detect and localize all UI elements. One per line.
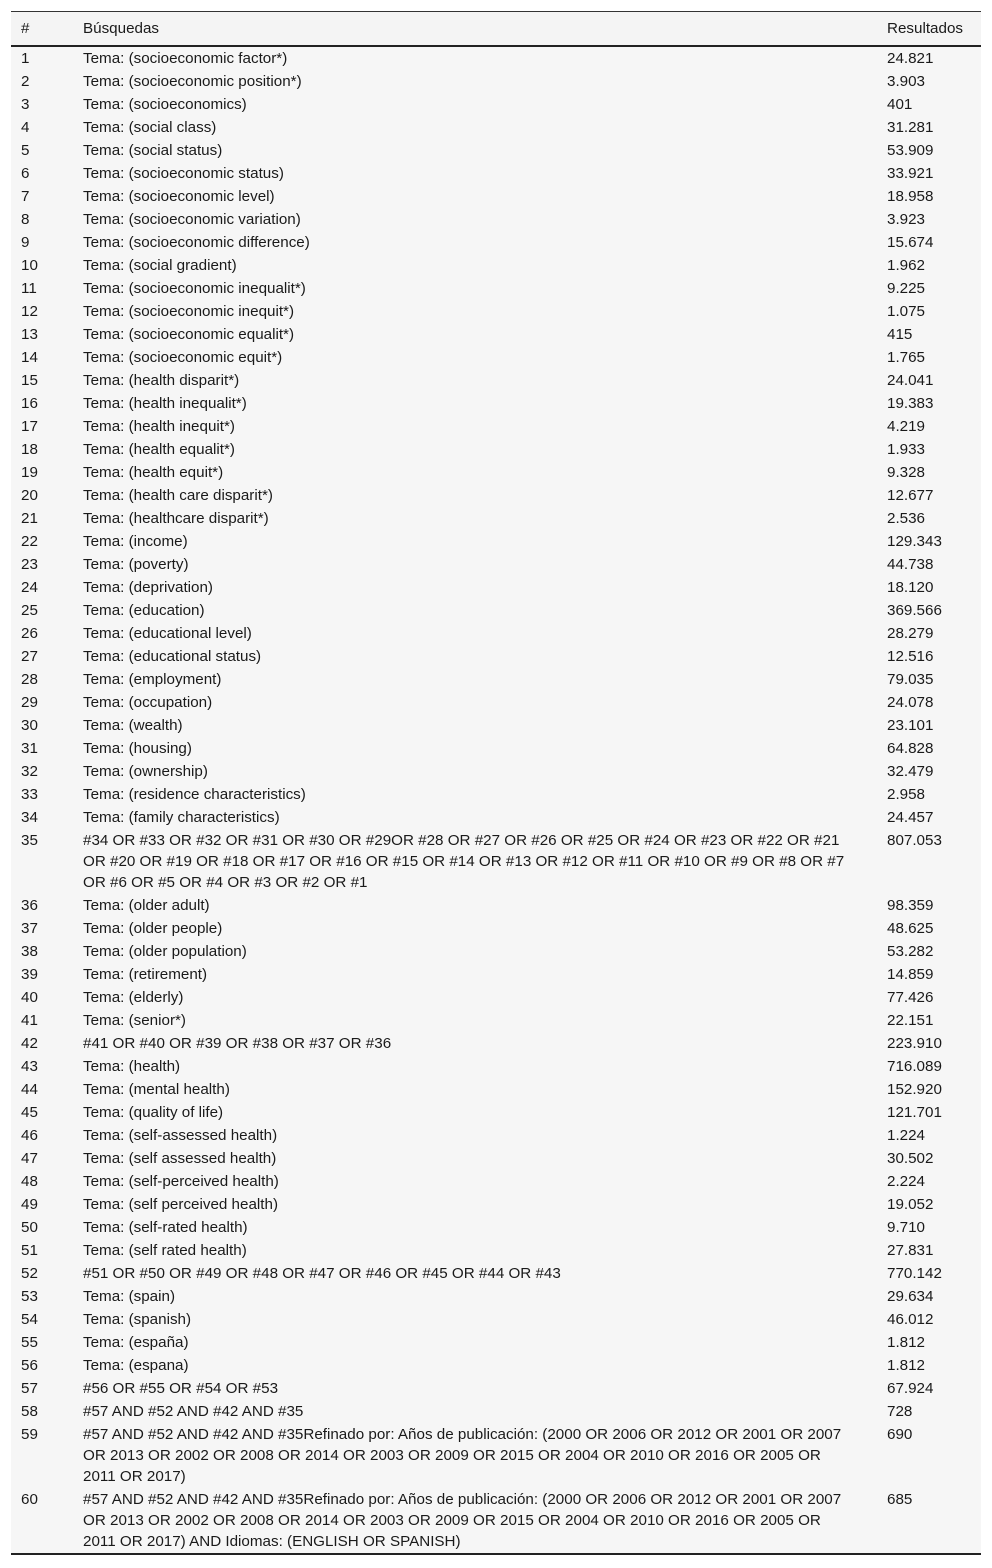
row-number: 60 xyxy=(21,1491,38,1508)
row-results: 807.053 xyxy=(887,832,942,849)
table-row xyxy=(11,917,981,940)
row-number: 6 xyxy=(21,165,30,182)
table-row xyxy=(11,300,981,323)
row-number: 4 xyxy=(21,119,30,136)
row-results: 18.958 xyxy=(887,188,934,205)
table-row xyxy=(11,576,981,599)
row-results: 24.821 xyxy=(887,50,934,67)
row-results: 9.328 xyxy=(887,464,926,481)
header-number: # xyxy=(21,20,30,37)
row-query: Tema: (spanish) xyxy=(83,1311,192,1328)
table-row xyxy=(11,438,981,461)
row-number: 49 xyxy=(21,1196,38,1213)
row-number: 34 xyxy=(21,809,38,826)
row-number: 10 xyxy=(21,257,38,274)
row-number: 26 xyxy=(21,625,38,642)
row-results: 48.625 xyxy=(887,920,934,937)
table-row xyxy=(11,484,981,507)
row-query: Tema: (family characteristics) xyxy=(83,809,280,826)
row-query: Tema: (health care disparit*) xyxy=(83,487,273,504)
row-number: 9 xyxy=(21,234,30,251)
row-number: 14 xyxy=(21,349,38,366)
table-row xyxy=(11,1285,981,1308)
table-row xyxy=(11,599,981,622)
row-query: Tema: (health) xyxy=(83,1058,181,1075)
row-results: 3.903 xyxy=(887,73,926,90)
row-query: Tema: (socioeconomic equit*) xyxy=(83,349,283,366)
row-query: Tema: (income) xyxy=(83,533,188,550)
row-number: 30 xyxy=(21,717,38,734)
row-query: Tema: (healthcare disparit*) xyxy=(83,510,269,527)
row-number: 35 xyxy=(21,832,38,849)
table-row xyxy=(11,1377,981,1400)
table-row xyxy=(11,737,981,760)
row-query: Tema: (self-rated health) xyxy=(83,1219,248,1236)
row-results: 685 xyxy=(887,1491,913,1508)
table-row xyxy=(11,645,981,668)
row-results: 401 xyxy=(887,96,913,113)
row-results: 1.075 xyxy=(887,303,926,320)
table-row xyxy=(11,116,981,139)
row-query: Tema: (socioeconomic inequit*) xyxy=(83,303,295,320)
row-query: Tema: (socioeconomic variation) xyxy=(83,211,301,228)
row-number: 18 xyxy=(21,441,38,458)
table-row xyxy=(11,553,981,576)
row-number: 3 xyxy=(21,96,30,113)
table-row xyxy=(11,963,981,986)
row-number: 8 xyxy=(21,211,30,228)
row-query: Tema: (educational status) xyxy=(83,648,262,665)
row-query: Tema: (health equalit*) xyxy=(83,441,235,458)
table-row xyxy=(11,829,981,894)
row-query: Tema: (socioeconomic inequalit*) xyxy=(83,280,306,297)
table-row xyxy=(11,760,981,783)
table-row xyxy=(11,1488,981,1554)
row-number: 28 xyxy=(21,671,38,688)
row-results: 728 xyxy=(887,1403,913,1420)
row-query: #51 OR #50 OR #49 OR #48 OR #47 OR #46 OR #45 OR #44 OR #43 xyxy=(83,1265,561,1282)
row-number: 55 xyxy=(21,1334,38,1351)
row-query: Tema: (mental health) xyxy=(83,1081,230,1098)
table-row xyxy=(11,1308,981,1331)
row-results: 64.828 xyxy=(887,740,934,757)
row-results: 18.120 xyxy=(887,579,934,596)
row-query: Tema: (socioeconomic status) xyxy=(83,165,284,182)
row-number: 31 xyxy=(21,740,38,757)
row-number: 46 xyxy=(21,1127,38,1144)
table-row xyxy=(11,1239,981,1262)
row-results: 33.921 xyxy=(887,165,934,182)
row-number: 11 xyxy=(21,280,37,297)
row-results: 31.281 xyxy=(887,119,934,136)
row-number: 58 xyxy=(21,1403,38,1420)
row-results: 1.765 xyxy=(887,349,926,366)
row-number: 40 xyxy=(21,989,38,1006)
table-row xyxy=(11,208,981,231)
row-number: 52 xyxy=(21,1265,38,1282)
row-results: 2.958 xyxy=(887,786,926,803)
search-strategy-table xyxy=(11,11,981,1555)
row-query: Tema: (social status) xyxy=(83,142,223,159)
table-row xyxy=(11,691,981,714)
row-results: 77.426 xyxy=(887,989,934,1006)
row-results: 1.224 xyxy=(887,1127,926,1144)
row-number: 20 xyxy=(21,487,38,504)
table-row xyxy=(11,369,981,392)
row-number: 12 xyxy=(21,303,38,320)
row-number: 7 xyxy=(21,188,30,205)
header-results: Resultados xyxy=(887,20,963,37)
header-row xyxy=(11,12,981,47)
row-query: #34 OR #33 OR #32 OR #31 OR #30 OR #29OR #28 OR #27 OR #26 OR #25 OR #24 OR #23 OR #22 OR #21 OR #20 OR #19 OR #18 OR #17 OR #16 OR #15 OR #14 OR #13 OR #12 OR #11 OR #10 OR #9 OR #8 OR #7 OR #6 OR #5 OR #4 OR #3 OR #2 OR #1 xyxy=(83,832,845,891)
row-query: Tema: (socioeconomic position*) xyxy=(83,73,302,90)
row-query: Tema: (espana) xyxy=(83,1357,189,1374)
row-number: 42 xyxy=(21,1035,38,1052)
table-row xyxy=(11,894,981,917)
row-query: Tema: (occupation) xyxy=(83,694,213,711)
row-number: 53 xyxy=(21,1288,38,1305)
row-number: 43 xyxy=(21,1058,38,1075)
row-number: 32 xyxy=(21,763,38,780)
table-row xyxy=(11,46,981,70)
row-results: 1.962 xyxy=(887,257,926,274)
table-row xyxy=(11,1400,981,1423)
table-row xyxy=(11,93,981,116)
row-number: 41 xyxy=(21,1012,38,1029)
table-row xyxy=(11,1170,981,1193)
row-query: Tema: (self rated health) xyxy=(83,1242,247,1259)
row-results: 24.457 xyxy=(887,809,934,826)
table-row xyxy=(11,507,981,530)
row-query: Tema: (socioeconomic level) xyxy=(83,188,275,205)
row-query: Tema: (educational level) xyxy=(83,625,252,642)
row-results: 2.536 xyxy=(887,510,926,527)
search-strategy-table-container xyxy=(11,11,981,1555)
row-number: 16 xyxy=(21,395,38,412)
table-row xyxy=(11,277,981,300)
row-query: Tema: (self assessed health) xyxy=(83,1150,277,1167)
table-row xyxy=(11,415,981,438)
row-number: 56 xyxy=(21,1357,38,1374)
row-number: 13 xyxy=(21,326,38,343)
row-query: Tema: (health equit*) xyxy=(83,464,224,481)
row-query: Tema: (older population) xyxy=(83,943,247,960)
row-query: #56 OR #55 OR #54 OR #53 xyxy=(83,1380,279,1397)
row-query: Tema: (social gradient) xyxy=(83,257,237,274)
row-number: 24 xyxy=(21,579,38,596)
row-query: Tema: (quality of life) xyxy=(83,1104,224,1121)
row-results: 12.677 xyxy=(887,487,934,504)
row-results: 15.674 xyxy=(887,234,934,251)
row-query: #57 AND #52 AND #42 AND #35Refinado por: Años de publicación: (2000 OR 2006 OR 2012 OR 2001 OR 2007 OR 2013 OR 2002 OR 2008 OR 2014 OR 2003 OR 2009 OR 2015 OR 2004 OR 2010 OR 2016 OR 2005 OR 2011 OR 2017) AND Idiomas: (ENGLISH OR SPANISH) xyxy=(83,1491,842,1550)
row-number: 33 xyxy=(21,786,38,803)
table-row xyxy=(11,231,981,254)
row-results: 369.566 xyxy=(887,602,942,619)
row-results: 2.224 xyxy=(887,1173,926,1190)
table-row xyxy=(11,1262,981,1285)
row-results: 121.701 xyxy=(887,1104,942,1121)
row-query: Tema: (older people) xyxy=(83,920,223,937)
row-results: 19.383 xyxy=(887,395,934,412)
row-query: Tema: (health disparit*) xyxy=(83,372,240,389)
row-query: Tema: (socioeconomics) xyxy=(83,96,247,113)
table-row xyxy=(11,1078,981,1101)
row-query: #41 OR #40 OR #39 OR #38 OR #37 OR #36 xyxy=(83,1035,392,1052)
row-number: 29 xyxy=(21,694,38,711)
table-row xyxy=(11,986,981,1009)
row-results: 79.035 xyxy=(887,671,934,688)
row-number: 48 xyxy=(21,1173,38,1190)
row-query: Tema: (spain) xyxy=(83,1288,175,1305)
row-number: 15 xyxy=(21,372,38,389)
row-results: 29.634 xyxy=(887,1288,934,1305)
table-row xyxy=(11,668,981,691)
table-row xyxy=(11,622,981,645)
row-results: 14.859 xyxy=(887,966,934,983)
row-results: 223.910 xyxy=(887,1035,942,1052)
table-header xyxy=(11,12,981,47)
row-results: 44.738 xyxy=(887,556,934,573)
table-row xyxy=(11,1216,981,1239)
table-row xyxy=(11,323,981,346)
row-results: 28.279 xyxy=(887,625,934,642)
table-row xyxy=(11,254,981,277)
row-query: Tema: (housing) xyxy=(83,740,192,757)
table-row xyxy=(11,714,981,737)
row-results: 716.089 xyxy=(887,1058,942,1075)
row-number: 50 xyxy=(21,1219,38,1236)
row-number: 57 xyxy=(21,1380,38,1397)
row-number: 17 xyxy=(21,418,38,435)
table-row xyxy=(11,1147,981,1170)
row-results: 1.812 xyxy=(887,1334,926,1351)
row-results: 53.282 xyxy=(887,943,934,960)
row-query: Tema: (older adult) xyxy=(83,897,210,914)
row-results: 1.933 xyxy=(887,441,926,458)
table-row xyxy=(11,940,981,963)
table-row xyxy=(11,1423,981,1488)
table-row xyxy=(11,1354,981,1377)
table-row xyxy=(11,530,981,553)
row-results: 690 xyxy=(887,1426,913,1443)
row-number: 23 xyxy=(21,556,38,573)
row-number: 27 xyxy=(21,648,38,665)
row-query: Tema: (socioeconomic factor*) xyxy=(83,50,288,67)
table-row xyxy=(11,461,981,484)
table-row xyxy=(11,1055,981,1078)
row-query: Tema: (wealth) xyxy=(83,717,183,734)
row-number: 59 xyxy=(21,1426,38,1443)
row-number: 5 xyxy=(21,142,30,159)
row-query: Tema: (health inequit*) xyxy=(83,418,235,435)
row-results: 27.831 xyxy=(887,1242,934,1259)
table-row xyxy=(11,392,981,415)
row-results: 19.052 xyxy=(887,1196,934,1213)
table-row xyxy=(11,1193,981,1216)
row-query: Tema: (social class) xyxy=(83,119,217,136)
row-results: 129.343 xyxy=(887,533,942,550)
row-query: Tema: (socioeconomic difference) xyxy=(83,234,310,251)
row-number: 47 xyxy=(21,1150,38,1167)
row-number: 1 xyxy=(21,50,30,67)
row-number: 22 xyxy=(21,533,38,550)
row-results: 24.041 xyxy=(887,372,934,389)
table-row xyxy=(11,346,981,369)
table-row xyxy=(11,1032,981,1055)
row-number: 51 xyxy=(21,1242,38,1259)
row-number: 21 xyxy=(21,510,38,527)
row-query: Tema: (deprivation) xyxy=(83,579,213,596)
table-row xyxy=(11,806,981,829)
row-query: Tema: (health inequalit*) xyxy=(83,395,247,412)
row-results: 67.924 xyxy=(887,1380,934,1397)
row-number: 25 xyxy=(21,602,38,619)
row-query: #57 AND #52 AND #42 AND #35Refinado por: Años de publicación: (2000 OR 2006 OR 2012 OR 2001 OR 2007 OR 2013 OR 2002 OR 2008 OR 2014 OR 2003 OR 2009 OR 2015 OR 2004 OR 2010 OR 2016 OR 2005 OR 2011 OR 2017) xyxy=(83,1426,842,1485)
row-results: 98.359 xyxy=(887,897,934,914)
row-results: 24.078 xyxy=(887,694,934,711)
row-number: 45 xyxy=(21,1104,38,1121)
row-results: 23.101 xyxy=(887,717,934,734)
row-number: 19 xyxy=(21,464,38,481)
table-row xyxy=(11,1009,981,1032)
table-row xyxy=(11,70,981,93)
row-query: #57 AND #52 AND #42 AND #35 xyxy=(83,1403,304,1420)
table-row xyxy=(11,1331,981,1354)
row-results: 9.710 xyxy=(887,1219,926,1236)
row-query: Tema: (self-assessed health) xyxy=(83,1127,278,1144)
table-row xyxy=(11,162,981,185)
row-query: Tema: (self-perceived health) xyxy=(83,1173,279,1190)
row-results: 770.142 xyxy=(887,1265,942,1282)
row-results: 152.920 xyxy=(887,1081,942,1098)
table-row xyxy=(11,139,981,162)
row-number: 44 xyxy=(21,1081,38,1098)
row-query: Tema: (socioeconomic equalit*) xyxy=(83,326,295,343)
row-number: 54 xyxy=(21,1311,38,1328)
row-query: Tema: (retirement) xyxy=(83,966,208,983)
row-results: 30.502 xyxy=(887,1150,934,1167)
row-results: 4.219 xyxy=(887,418,926,435)
table-row xyxy=(11,1124,981,1147)
row-query: Tema: (residence characteristics) xyxy=(83,786,306,803)
row-query: Tema: (self perceived health) xyxy=(83,1196,278,1213)
row-query: Tema: (españa) xyxy=(83,1334,189,1351)
row-number: 39 xyxy=(21,966,38,983)
row-results: 46.012 xyxy=(887,1311,934,1328)
row-results: 12.516 xyxy=(887,648,934,665)
row-query: Tema: (senior*) xyxy=(83,1012,186,1029)
row-number: 38 xyxy=(21,943,38,960)
row-results: 415 xyxy=(887,326,913,343)
row-number: 36 xyxy=(21,897,38,914)
row-results: 32.479 xyxy=(887,763,934,780)
row-query: Tema: (employment) xyxy=(83,671,222,688)
row-query: Tema: (poverty) xyxy=(83,556,189,573)
row-results: 9.225 xyxy=(887,280,926,297)
row-query: Tema: (ownership) xyxy=(83,763,208,780)
row-results: 53.909 xyxy=(887,142,934,159)
table-body xyxy=(11,46,981,1554)
row-number: 2 xyxy=(21,73,30,90)
table-row xyxy=(11,783,981,806)
row-results: 3.923 xyxy=(887,211,926,228)
header-searches: Búsquedas xyxy=(83,20,159,37)
table-row xyxy=(11,185,981,208)
row-number: 37 xyxy=(21,920,38,937)
row-query: Tema: (education) xyxy=(83,602,205,619)
row-query: Tema: (elderly) xyxy=(83,989,184,1006)
table-row xyxy=(11,1101,981,1124)
row-results: 22.151 xyxy=(887,1012,934,1029)
row-results: 1.812 xyxy=(887,1357,926,1374)
